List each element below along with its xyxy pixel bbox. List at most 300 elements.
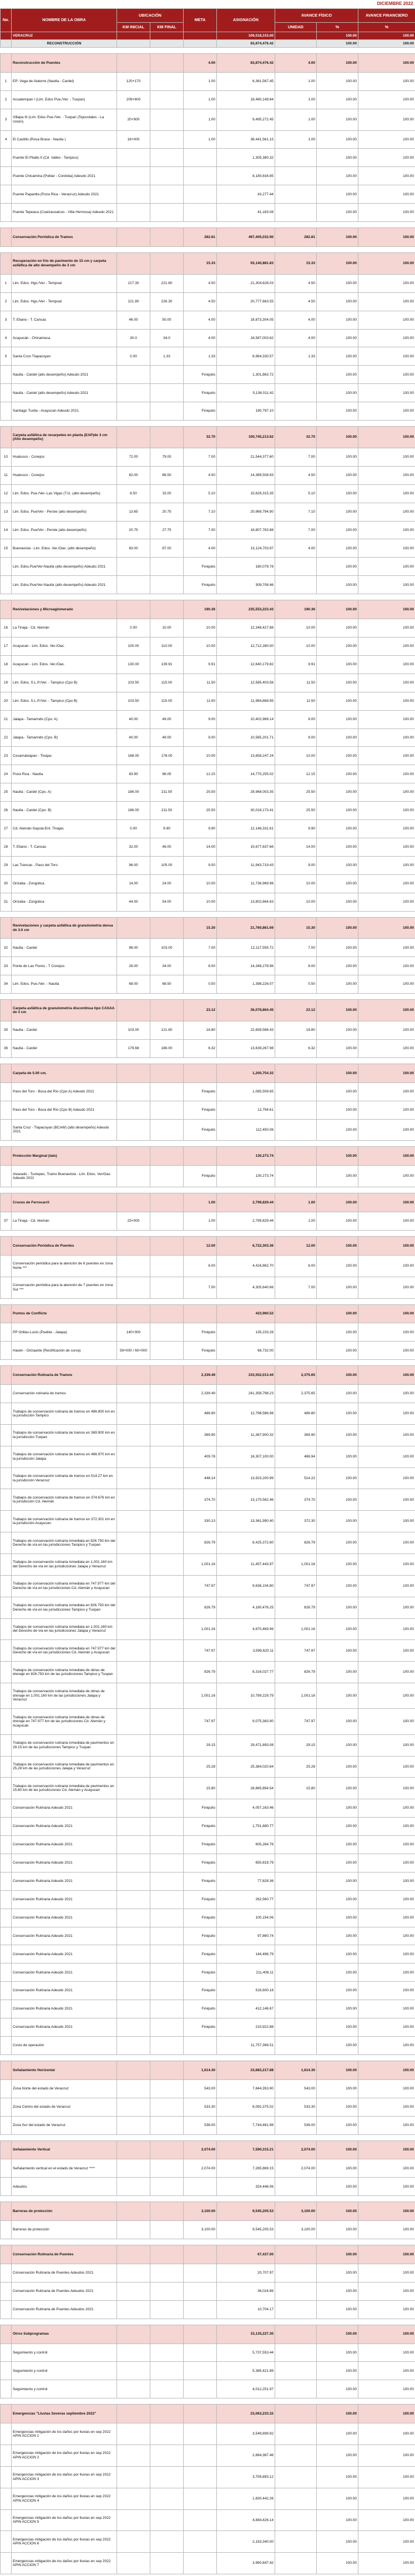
row-fisico: 100.00 [317,619,358,637]
row-meta: Finiquito [184,1836,217,1854]
row-km-final: 115.00 [150,674,184,692]
row-financiero: 100.00 [358,1836,415,1854]
row-financiero: 100.00 [358,167,415,185]
group-no [1,228,12,247]
row-meta: 374.70 [184,1489,217,1511]
row-km-final [150,1119,184,1141]
row-fisico: 100.00 [317,2036,358,2054]
row-asignacion: 6,361,567.45 [217,72,275,90]
row-asignacion: 16,307,100.00 [217,1446,275,1467]
row-financiero: 100.00 [358,1082,415,1101]
row-fisico: 100.00 [317,1945,358,1963]
row-asignacion: 11,984,868.95 [217,692,275,710]
row-fisico: 100.00 [317,402,358,421]
row-km-final [150,1575,184,1597]
row-fisico: 100.00 [317,2221,358,2239]
group-meta: 2,074.00 [184,2140,217,2159]
row-km-final: 96.05 [150,765,184,783]
state-financiero: 100.00 [358,32,415,40]
row-unidad: 543.00 [275,2079,317,2098]
row-unidad [275,402,317,421]
row-unidad: 826.79 [275,1532,317,1554]
row-meta [184,167,217,185]
row-financiero: 100.00 [358,820,415,838]
row-work-name: Jalapa - Tamarindo (Cpo. B) [12,728,117,747]
row-financiero: 100.00 [358,1255,415,1277]
group-header-row [1,228,415,247]
row-meta: 0.50 [184,975,217,994]
row-km-inicial [117,2178,150,2196]
row-fisico: 100.00 [317,1778,358,1799]
row-unidad: 10.00 [275,619,317,637]
row-fisico: 100.00 [317,1119,358,1141]
table-row [1,1597,415,1618]
table-row [1,2445,415,2467]
row-km-final [150,2221,184,2239]
row-km-inicial: 44.00 [117,893,150,911]
row-no [1,167,12,185]
row-meta: Finiquito [184,1927,217,1945]
group-title: Conservación Rutinaria de Puentes [12,2245,117,2264]
table-row [1,311,415,329]
row-asignacion: 10,789,229.79 [217,1683,275,1709]
row-meta [184,2264,217,2282]
table-row [1,1212,415,1231]
table-row [1,2221,415,2239]
row-km-inicial [117,2264,150,2282]
group-km-inicial [117,253,150,275]
row-km-final [150,204,184,222]
group-fisico: 100.00 [317,1147,358,1166]
row-km-final [150,2116,184,2134]
row-km-final: 211.50 [150,783,184,802]
row-unidad: 4.00 [275,539,317,558]
row-financiero: 100.00 [358,874,415,893]
row-km-inicial: 103.00 [117,1021,150,1040]
row-no: 11 [1,466,12,484]
row-km-inicial [117,1662,150,1683]
group-spacer [1,222,415,228]
row-financiero: 100.00 [358,1424,415,1446]
row-financiero: 100.00 [358,1872,415,1890]
table-row [1,167,415,185]
row-no [1,1467,12,1489]
row-fisico: 100.00 [317,975,358,994]
row-km-final [150,2531,184,2553]
row-no [1,2116,12,2134]
row-km-inicial: 72.00 [117,448,150,466]
row-meta: 9.00 [184,856,217,874]
row-fisico: 100.00 [317,130,358,149]
group-spacer [1,1230,415,1236]
row-work-name: Zona Sur del estado de Veracruz [12,2116,117,2134]
row-work-name: Zona Centro del estado de Veracruz [12,2098,117,2116]
row-meta [184,2362,217,2380]
program-asignacion: 83,874,476.42 [217,40,275,48]
row-km-final: 10.00 [150,619,184,637]
row-km-inicial: 140+300 [117,1323,150,1342]
row-no [1,185,12,204]
row-unidad: 1,001.16 [275,1683,317,1709]
group-km-inicial [117,2405,150,2423]
row-km-inicial [117,366,150,384]
table-row [1,1467,415,1489]
row-fisico: 100.00 [317,1212,358,1231]
group-meta: 12.00 [184,1236,217,1255]
row-km-inicial: 103.50 [117,674,150,692]
row-km-inicial: 40.00 [117,710,150,728]
row-km-final: 49.00 [150,710,184,728]
row-unidad [275,2553,317,2574]
row-work-name: Conservación Rutinaria Adeudo 2021 [12,1872,117,1890]
row-fisico: 100.00 [317,1255,358,1277]
row-fisico: 100.00 [317,1101,358,1119]
row-km-inicial [117,149,150,167]
row-no [1,1618,12,1640]
row-asignacion: 13,658,247.24 [217,747,275,765]
row-financiero: 100.00 [358,783,415,802]
row-work-name: Trabajos de conservación rutinaria inmediata de obras de drenaje en 1,001.160 km de las jurisdicciones Jalapa y Veracruz [12,1683,117,1709]
row-work-name: Costo de operación [12,2036,117,2054]
row-km-inicial [117,1597,150,1618]
row-asignacion: 4,416,862.70 [217,1255,275,1277]
row-fisico: 100.00 [317,384,358,402]
row-no: 2 [1,90,12,109]
row-no [1,576,12,594]
group-financiero: 100.00 [358,2245,415,2264]
row-asignacion: 30,018,173.41 [217,802,275,820]
row-no: 15 [1,539,12,558]
row-fisico: 100.00 [317,558,358,576]
row-financiero: 100.00 [358,1467,415,1489]
row-km-inicial: 32.00 [117,838,150,856]
row-no [1,2221,12,2239]
row-financiero: 100.00 [358,1597,415,1618]
row-financiero: 100.00 [358,1778,415,1799]
row-fisico: 100.00 [317,2178,358,2196]
row-km-final: 103.00 [150,939,184,957]
row-unidad: 12.15 [275,765,317,783]
group-no [1,1304,12,1323]
group-spacer [1,421,415,427]
row-km-final [150,2380,184,2398]
row-work-name: Villapa III (Lim. Edos Pue./Ver. - Tuxpan (Tejocotales - La Unión) [12,109,117,130]
row-asignacion: 3,549,899.92 [217,2423,275,2445]
group-title: Carpeta de 5.00 cm. [12,1064,117,1082]
row-km-final: 27.75 [150,521,184,539]
row-fisico: 100.00 [317,692,358,710]
row-unidad: 25.28 [275,1756,317,1778]
row-km-final [150,2282,184,2300]
row-km-inicial [117,1532,150,1554]
row-no: 37 [1,1212,12,1231]
row-work-name: Nautla - Cardel [12,1039,117,1057]
row-financiero: 100.00 [358,1511,415,1532]
group-asignacion: 130,273.74 [217,1147,275,1166]
row-meta [184,2282,217,2300]
row-no: 10 [1,448,12,466]
row-fisico: 100.00 [317,1403,358,1425]
row-fisico: 100.00 [317,710,358,728]
row-asignacion: 5,737,553.44 [217,2344,275,2362]
row-meta: 4.00 [184,329,217,347]
row-unidad: 10.00 [275,747,317,765]
row-asignacion: 12,117,555.72 [217,939,275,957]
group-fisico: 100.00 [317,1193,358,1212]
row-km-final [150,1854,184,1872]
row-unidad: 2,074.00 [275,2159,317,2178]
row-unidad: 25.50 [275,783,317,802]
row-unidad: 826.79 [275,1597,317,1618]
row-unidad [275,1854,317,1872]
row-fisico: 100.00 [317,1909,358,1927]
group-spacer [1,594,415,600]
row-fisico: 100.00 [317,820,358,838]
row-work-name: Emergencias mitigación de los daños por lluvias en sep 2022 APIN ACCION 7 [12,2553,117,2574]
table-row [1,1662,415,1683]
group-no [1,1193,12,1212]
row-asignacion: 12,712,280.00 [217,637,275,656]
program-financiero: 100.00 [358,40,415,48]
row-unidad: 4.00 [275,329,317,347]
row-asignacion: 5,138,011.42 [217,384,275,402]
row-work-name: Conservación Rutinaria de Puentes Adeudos 2021 [12,2264,117,2282]
group-title: Señalamiento Horizontal [12,2061,117,2079]
row-no: 32 [1,939,12,957]
table-row [1,1890,415,1909]
row-unidad [275,1909,317,1927]
row-financiero: 100.00 [358,503,415,521]
row-km-final [150,2264,184,2282]
group-meta [184,1304,217,1323]
row-work-name: Lim. Edos. Pue./Ver.-Las Vigas (T.Iz. (alto desempeño) [12,484,117,503]
row-asignacion: 1,085,509.65 [217,1082,275,1101]
row-work-name: Emergencias mitigación de los daños por lluvias en sep 2022 APIN ACCION 5 [12,2509,117,2531]
row-km-final [150,72,184,90]
group-meta [184,2325,217,2344]
group-asignacion: 21,760,861.69 [217,917,275,939]
row-work-name: Trabajos de conservación rutinaria inmediata de pavimentos en 25.28 km de las jurisdicciones Jalapa y Veracruz [12,1756,117,1778]
table-row [1,539,415,558]
row-financiero: 100.00 [358,448,415,466]
table-row [1,185,415,204]
group-asignacion: 83,874,476.42 [217,54,275,73]
row-no [1,1909,12,1927]
row-work-name: Paso del Toro - Boca del Río (Cpo B) Adeudo 2021 [12,1101,117,1119]
row-asignacion: 2,799,829.44 [217,1212,275,1231]
group-financiero: 100.00 [358,54,415,73]
row-unidad [275,1166,317,1187]
row-km-final: 1.33 [150,347,184,366]
row-financiero: 100.00 [358,1734,415,1756]
group-header-row [1,2325,415,2344]
row-no [1,558,12,576]
row-work-name: Ponte de Las Flores - T Conejos [12,957,117,975]
row-km-final: 86.50 [150,466,184,484]
row-km-inicial [117,1385,150,1403]
row-work-name: Nautla - Cardel (alto desempeño) Adeudo 2021 [12,384,117,402]
row-work-name: Adeudos [12,2178,117,2196]
row-km-inicial: 83.00 [117,539,150,558]
row-asignacion: 15,677,637.66 [217,838,275,856]
row-financiero: 100.00 [358,1039,415,1057]
row-no: 4 [1,329,12,347]
row-unidad: 6.32 [275,1039,317,1057]
row-unidad [275,1323,317,1342]
table-row [1,2018,415,2037]
row-fisico: 100.00 [317,1489,358,1511]
table-row [1,2264,415,2282]
col-fisico-pct: % [317,23,358,32]
row-work-name: Trabajos de conservación rutinaria inmediata en 1,001.160 km del Derecho de vía en las jurisdicciones Jalapa y Veracruz [12,1618,117,1640]
row-km-final [150,2344,184,2362]
table-row [1,856,415,874]
row-financiero: 100.00 [358,893,415,911]
group-header-row [1,2405,415,2423]
row-work-name: Acayucan - Lim. Edos. Ver./Oax. [12,655,117,674]
row-unidad: 747.97 [275,1575,317,1597]
row-km-final [150,2466,184,2488]
row-asignacion: 41,183.08 [217,204,275,222]
row-fisico: 100.00 [317,1323,358,1342]
row-meta: 538.00 [184,2116,217,2134]
group-title: Emergencias "Lluvias Severas septiembre 2022" [12,2405,117,2423]
group-financiero: 100.00 [358,600,415,619]
row-work-name: Trabajos de conservación rutinaria inmediata en 826.793 km del Derecho de vía en las jurisdicciones Tampico y Tuxpan [12,1532,117,1554]
group-km-inicial [117,600,150,619]
table-row [1,1963,415,1982]
row-km-inicial [117,384,150,402]
row-km-inicial [117,1575,150,1597]
row-work-name: Santa Cruz - Tlapacoyan (BCAW) (alto desempeño) Adeudo 2021 [12,1119,117,1141]
row-meta: 747.97 [184,1575,217,1597]
group-fisico: 100.00 [317,2405,358,2423]
row-asignacion: 324,446.06 [217,2178,275,2196]
row-fisico: 100.00 [317,1963,358,1982]
group-header-row [1,600,415,619]
row-no: 26 [1,802,12,820]
row-asignacion: 5,385,421.89 [217,2362,275,2380]
row-no [1,1799,12,1818]
row-km-inicial [117,1890,150,1909]
row-meta: 1.00 [184,72,217,90]
row-financiero: 100.00 [358,1342,415,1360]
table-row [1,402,415,421]
row-km-inicial [117,558,150,576]
table-row [1,1640,415,1662]
row-work-name: Conservación Rutinaria Adeudo 2021 [12,1818,117,1836]
row-unidad [275,384,317,402]
row-km-inicial [117,1683,150,1709]
row-asignacion: 241,358,798.23 [217,1385,275,1403]
row-fisico: 100.00 [317,1927,358,1945]
row-meta: Finiquito [184,1166,217,1187]
row-unidad [275,558,317,576]
row-asignacion: 14,770,255.02 [217,765,275,783]
row-unidad: 4.50 [275,292,317,311]
row-unidad [275,2178,317,2196]
row-no [1,1403,12,1425]
group-km-inicial [117,1147,150,1166]
row-meta: 747.97 [184,1709,217,1734]
row-meta: 12.15 [184,765,217,783]
group-title: Puntos de Conflicto [12,1304,117,1323]
row-asignacion: 144,496.79 [217,1945,275,1963]
row-meta: 1,001.16 [184,1618,217,1640]
row-km-final [150,185,184,204]
group-km-inicial [117,54,150,73]
table-row [1,2488,415,2509]
group-financiero: 100.00 [358,917,415,939]
row-financiero: 100.00 [358,72,415,90]
row-no [1,384,12,402]
group-km-final [150,1193,184,1212]
group-km-inicial [117,1366,150,1385]
group-spacer [1,2054,415,2061]
group-no [1,2405,12,2423]
row-unidad: 11.50 [275,674,317,692]
row-km-final [150,90,184,109]
row-asignacion: 12,148,331.61 [217,820,275,838]
row-work-name: Lim. Edos.Pue/Ver-Nautla (alto desempeño) Adeudo 2021 [12,576,117,594]
row-meta [184,185,217,204]
group-fisico: 100.00 [317,2245,358,2264]
row-work-name: Santa Cruz-Tlapacoyan [12,347,117,366]
row-no [1,2018,12,2037]
row-no [1,2264,12,2282]
row-km-final [150,1403,184,1425]
row-no [1,1323,12,1342]
row-unidad: 9.90 [275,820,317,838]
row-fisico: 100.00 [317,1342,358,1360]
row-financiero: 100.00 [358,802,415,820]
table-row [1,2159,415,2178]
row-fisico: 100.00 [317,90,358,109]
group-spacer [1,911,415,917]
col-location: UBICACIÓN [117,9,184,23]
row-financiero: 100.00 [358,1963,415,1982]
row-no: 17 [1,637,12,656]
row-financiero: 100.00 [358,2531,415,2553]
row-fisico: 100.00 [317,448,358,466]
group-asignacion: 233,552,013.44 [217,1366,275,1385]
row-km-inicial: 217.30 [117,274,150,292]
row-fisico: 100.00 [317,185,358,204]
group-title: Otros Subprogramas [12,2325,117,2344]
row-asignacion: 1,398,226.07 [217,975,275,994]
row-work-name: Conservación Rutinaria Adeudo 2021 [12,1963,117,1982]
group-meta [184,1064,217,1082]
row-meta: 5.10 [184,484,217,503]
row-km-inicial [117,2488,150,2509]
row-no [1,1082,12,1101]
row-work-name: Puente Chicamina (Poblar - Cordoba) Adeudo 2021 [12,167,117,185]
row-km-inicial [117,2098,150,2116]
group-spacer [1,994,415,1000]
row-no [1,2531,12,2553]
col-unidad: UNIDAD [275,23,317,32]
row-asignacion: 6,964,330.57 [217,347,275,366]
row-meta: 7.00 [184,448,217,466]
table-row [1,1277,415,1298]
row-unidad: 7.00 [275,521,317,539]
row-km-final [150,1323,184,1342]
row-fisico: 100.00 [317,1532,358,1554]
row-asignacion: 29,471,893.08 [217,1734,275,1756]
row-asignacion: 8,092,375.02 [217,2098,275,2116]
row-km-inicial [117,1446,150,1467]
group-km-final [150,253,184,275]
